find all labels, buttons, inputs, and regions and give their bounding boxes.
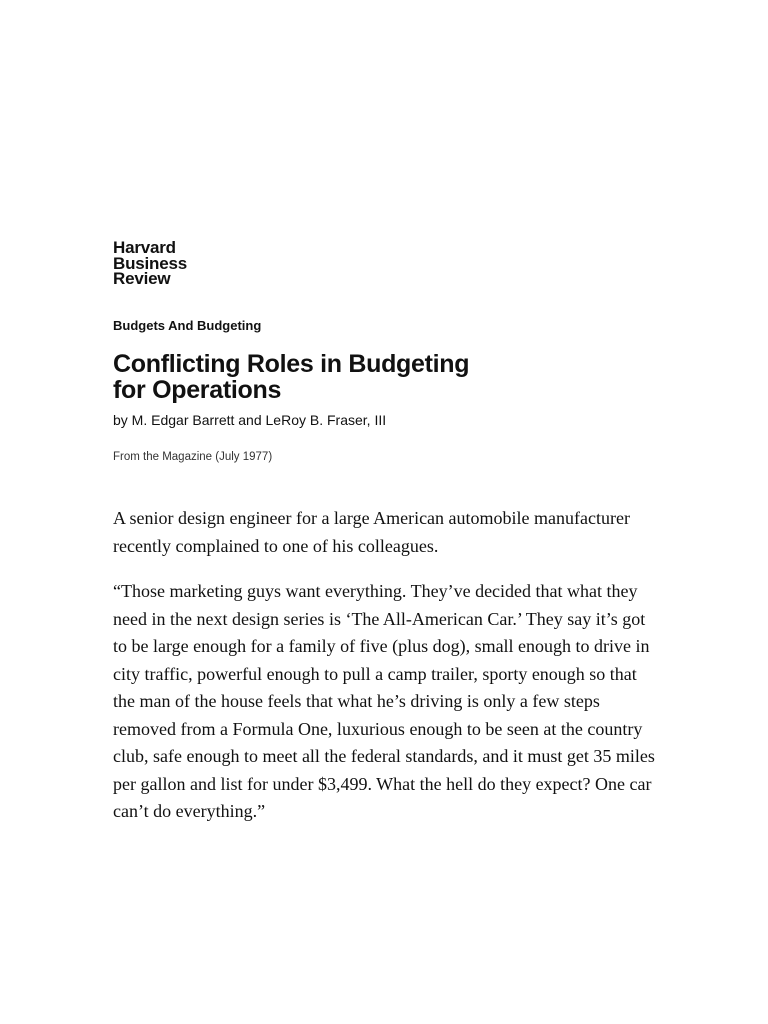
logo-line-business: Business: [113, 253, 187, 273]
article-title: [113, 351, 633, 403]
article-category-link[interactable]: Budgets And Budgeting: [113, 318, 262, 333]
body-paragraph-1: A senior design engineer for a large American automobile manufacturer recently complained to one of his colleagues.: [113, 508, 630, 556]
article-page: [113, 0, 673, 1024]
article-title-line-1: Conflicting Roles in Budgeting: [113, 350, 470, 378]
logo-line-review: Review: [113, 269, 171, 288]
body-paragraph-2: “Those marketing guys want everything. They’ve decided that what they need in the next design series is ‘The All-American Car.’ They say it’s got to be large enough for a family of five (plus dog), small enough to drive in city traffic, powerful enough to pull a camp trailer, sporty enough so that the man of the house feels that what he’s driving is only a few steps removed from a Formula One, luxurious enough to be seen at the country club, safe enough to meet all the federal standards, and it must get 35 miles per gallon and list for under $3,499. What the hell do they expect? One car can’t do everything.”: [113, 581, 655, 821]
article-body: [113, 505, 661, 844]
logo-line-harvard: Harvard: [113, 238, 176, 257]
hbr-logo[interactable]: [113, 240, 187, 287]
article-byline: by M. Edgar Barrett and LeRoy B. Fraser, III: [113, 412, 387, 428]
article-source: From the Magazine (July 1977): [113, 451, 273, 463]
article-title-line-2: for Operations: [113, 376, 282, 404]
